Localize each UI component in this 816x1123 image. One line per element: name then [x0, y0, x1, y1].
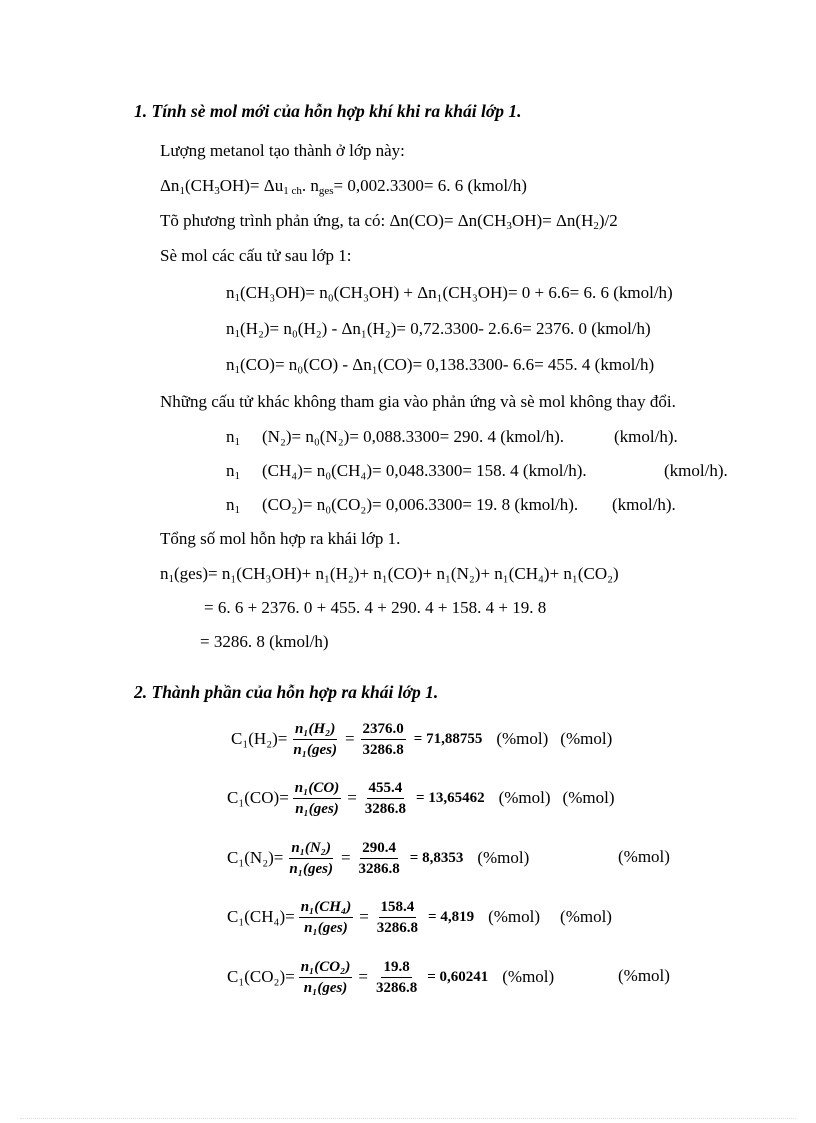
composition-row-co: C₁(CO)= $\frac{\text{n₁(CO)}}{\text{n₁(ges)}}$ = $\frac{455.4}{3286.8}$ = 13,65462 (%mol) (%mol) — [227, 779, 615, 817]
total-result: = 3286. 8 (kmol/h) — [200, 632, 329, 651]
intro-line: Lượng metanol tạo thành ở lớp này: — [160, 141, 405, 160]
moles-after-line: Sè mol các cấu tử sau lớp 1: — [160, 246, 352, 265]
composition-row-ch4: C₁(CH₄)= $\frac{\text{n₁(CH₄)}}{\text{n₁(ges)}}$ = $\frac{158.4}{3286.8}$ = 4,819 (%mol) (%mol) — [227, 898, 612, 936]
n1-n2-line: $n_1$ (N₂)= n₀(N₂)= 0,088.3300= 290. 4 (kmol/h). — [226, 427, 564, 448]
co2-composition-unit-repeat: (%mol) — [618, 966, 670, 985]
n1-h2-line: $n_1(H_2)= n_0(H_2) - \Delta n_1(H_2)= 0,72.3300-$ 2.6.6= 2376. 0 (kmol/h) — [226, 319, 651, 340]
others-line: Những cấu tử khác không tham gia vào phản ứng và sè mol không thay đổi. — [160, 392, 676, 411]
total-title: Tổng số mol hỗn hợp ra khái lớp 1. — [160, 529, 401, 548]
delta-n1-equation: $\Delta n_1(CH_3OH)= \Delta u_{1 ch}$. $n_{ges}= 0,002.3300= 6$. 6 (kmol/h) — [160, 176, 527, 197]
n1-ch4-line: $n_1$ (CH₄)= n₀(CH₄)= 0,048.3300= 158. 4 (kmol/h). — [226, 461, 587, 482]
n2-unit-repeat: (kmol/h). — [614, 427, 678, 446]
section-2-heading: 2. Thành phần của hỗn hợp ra khái lớp 1. — [134, 682, 439, 702]
composition-row-h2: C₁(H₂)= $\frac{\text{n₁(H₂)}}{\text{n₁(ges)}}$ = $\frac{2376.0}{3286.8}$ = 71,88755 (%mol) (%mol) — [231, 720, 613, 758]
composition-row-n2: C₁(N₂)= $\frac{\text{n₁(N₂)}}{\text{n₁(ges)}}$ = $\frac{290.4}{3286.8}$ = 8,8353 (%mol) — [227, 839, 530, 877]
total-sum: = 6. 6 + 2376. 0 + 455. 4 + 290. 4 + 158. 4 + 19. 8 — [204, 598, 547, 617]
n1-co2-line: $n_1$ (CO₂)= n₀(CO₂)= 0,006.3300= 19. 8 (kmol/h). — [226, 495, 579, 516]
section-1-heading: 1. Tính sè mol mới của hỗn hợp khí khi ra khái lớp 1. — [134, 101, 522, 121]
n2-composition-unit-repeat: (%mol) — [618, 847, 670, 866]
page-footer-rule — [20, 1118, 796, 1119]
stoichiometry-line: Tõ phương trình phản ứng, ta có: $\Delta n(CO)= \Delta n(CH_3OH)= \Delta n(H_2)/2$ — [160, 211, 618, 232]
composition-row-co2: C₁(CO₂)= $\frac{\text{n₁(CO₂)}}{\text{n₁(ges)}}$ = $\frac{19.8}{3286.8}$ = 0,60241 (%mol) — [227, 958, 555, 996]
n1-co-line: $n_1(CO)= n_0(CO) - \Delta n_1(CO)= 0,138.3300-$ 6.6= 455. 4 (kmol/h) — [226, 355, 655, 376]
co2-unit-repeat: (kmol/h). — [612, 495, 676, 514]
total-formula: $n_1(ges)= n_1(CH_3OH)+ n_1(H_2)+ n_1(CO)+ n_1(N_2)+ n_1(CH_4)+ n_1(CO_2)$ — [160, 564, 619, 585]
n1-ch3oh-line: $n_1(CH_3OH)= n_0(CH_3OH) + \Delta n_1(CH_3OH)= 0 + 6.6= 6$. 6 (kmol/h) — [226, 283, 673, 304]
ch4-unit-repeat: (kmol/h). — [664, 461, 728, 480]
